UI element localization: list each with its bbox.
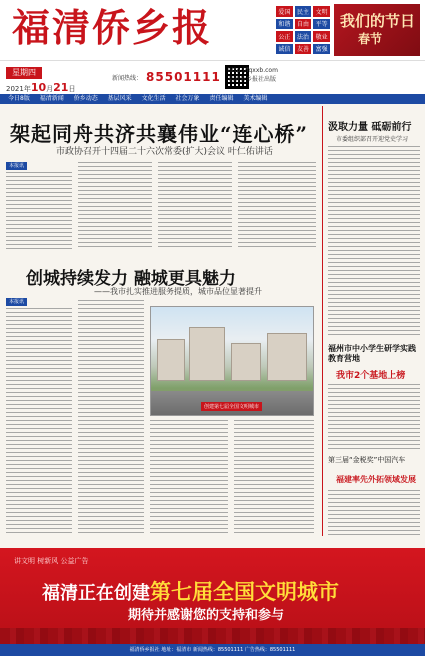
lead-subhead: 市政协召开十四届二十六次常委(扩大)会议 叶仁佑讲话 — [56, 147, 273, 157]
value-tile: 民主 — [295, 6, 312, 17]
lead-body-col-3 — [158, 162, 232, 250]
feature-body-col-3 — [150, 420, 228, 536]
value-tile: 富强 — [313, 44, 330, 55]
feature-photo — [150, 306, 314, 416]
day-unit: 日 — [68, 85, 76, 93]
feature-body-col-2 — [78, 300, 144, 536]
value-tile: 友善 — [295, 44, 312, 55]
month: 10 — [30, 81, 47, 94]
section-bar-item: 福清新闻 — [39, 95, 64, 102]
issue-date — [6, 81, 75, 94]
section-bar-item: 文化生活 — [141, 95, 166, 102]
civilization-banner — [0, 548, 425, 644]
publisher-line: 福清侨乡报社出版 — [228, 76, 277, 83]
value-tile: 诚信 — [276, 44, 293, 55]
value-tile: 爱国 — [276, 6, 293, 17]
feature-headline: 创城持续发力 融城更具魅力 — [26, 269, 236, 289]
right-body-2 — [328, 384, 420, 450]
photo-building — [157, 339, 185, 381]
day: 21 — [53, 81, 69, 94]
value-tile: 法治 — [295, 31, 312, 42]
section-bar-item: 责任编辑 — [209, 95, 234, 102]
feature-body-col-1 — [6, 308, 72, 536]
right-headline-2b: 我市2个基地上榜 — [336, 371, 406, 381]
banner-headline-highlight: 第七届全国文明城市 — [150, 579, 339, 604]
weekday-badge: 星期四 — [6, 67, 42, 79]
banner-top-line: 讲文明 树新风 公益广告 — [14, 557, 89, 565]
brand-title: 福清侨乡报 — [12, 5, 213, 50]
banner-subline: 期待并感谢您的支持和参与 — [128, 608, 285, 623]
website-url[interactable]: http://fqxxb.com — [228, 67, 278, 74]
section-bar-item: 基层风采 — [107, 95, 132, 102]
core-values-tiles — [276, 6, 330, 54]
feature-kicker: 本报讯 — [6, 298, 27, 306]
photo-building — [267, 333, 307, 381]
skyline-graphic — [0, 628, 425, 644]
section-bar-item: 社会万象 — [175, 95, 200, 102]
photo-building — [189, 327, 225, 381]
year: 2021年 — [6, 85, 31, 93]
value-tile: 平等 — [313, 19, 330, 30]
hotline-number: 85501111 — [146, 70, 221, 84]
value-tile: 文明 — [313, 6, 330, 17]
section-bar — [0, 94, 425, 104]
section-bar-item: 美术编辑 — [243, 95, 268, 102]
banner-headline-prefix: 福清正在创建 — [42, 583, 150, 604]
right-body-1 — [328, 146, 420, 336]
ad-line-1: 我们的节日 — [340, 12, 416, 30]
masthead — [0, 0, 425, 60]
feature-subhead: ——我市扎实推进服务提质，城市品位显著提升 — [94, 287, 262, 296]
value-tile: 敬业 — [313, 31, 330, 42]
feature-body-col-4 — [234, 420, 314, 536]
lead-body-col-2 — [78, 162, 152, 250]
ad-line-2: 春节 — [358, 32, 383, 46]
lead-body-col-4 — [238, 162, 316, 250]
web-links — [228, 66, 278, 84]
lead-kicker: 本报讯 — [6, 162, 27, 170]
right-headline-3: 第三届“金税奖”中国汽车 — [328, 456, 406, 464]
section-bar-item: 侨乡动态 — [73, 95, 98, 102]
value-tile: 和谐 — [276, 19, 293, 30]
month-unit: 月 — [46, 85, 54, 93]
lead-headline: 架起同舟共济共襄伟业“连心桥” — [10, 122, 309, 146]
banner-headline — [42, 576, 339, 606]
column-divider — [322, 106, 323, 536]
value-tile: 自由 — [295, 19, 312, 30]
masthead-ad — [334, 4, 420, 56]
section-bar-item: 今日8版 — [8, 95, 30, 102]
right-headline-3b: 福建率先外拓领域发展 — [336, 475, 416, 484]
right-headline-1: 汲取力量 砥砺前行 — [328, 122, 412, 133]
right-body-3 — [328, 490, 420, 536]
photo-caption: 创建第七届全国文明城市 — [201, 402, 262, 411]
photo-building — [231, 343, 261, 381]
lead-body-col-1 — [6, 172, 72, 250]
issue-info — [0, 60, 425, 95]
right-headline-2: 福州市中小学生研学实践教育营地 — [328, 344, 416, 363]
right-subhead-1: 市委组织部召开迎党史学习 — [336, 136, 409, 143]
hotline-label: 新闻热线： — [112, 74, 143, 82]
page-footer: 福清侨乡报社 地址：福清市 新闻热线：85501111 广告热线：85501111 — [0, 644, 425, 656]
value-tile: 公正 — [276, 31, 293, 42]
